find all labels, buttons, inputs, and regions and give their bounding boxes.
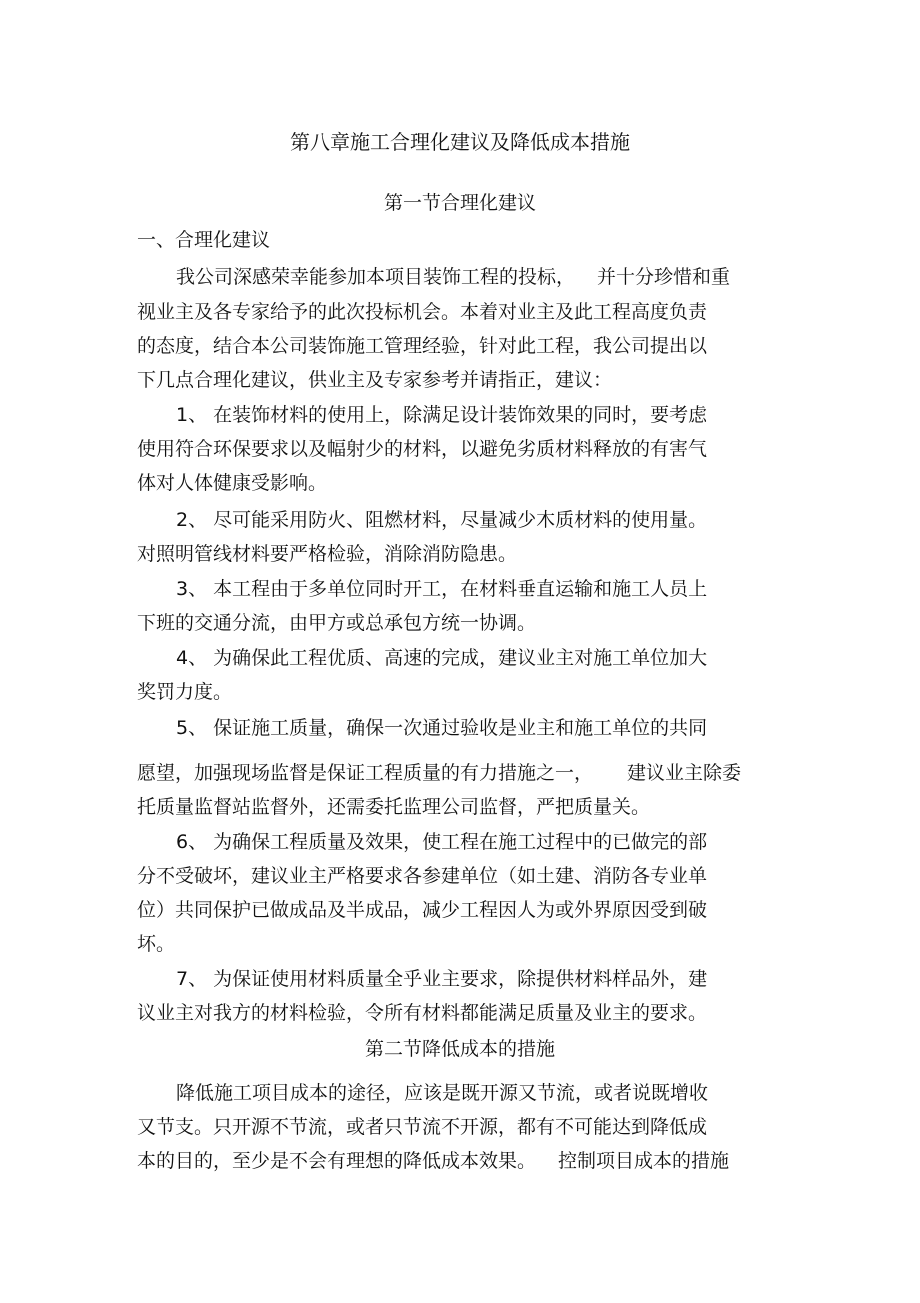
cost-line: 降低施工项目成本的途径，应该是既开源又节流，或者说既增收 — [176, 1082, 709, 1104]
item-4-line: 奖罚力度。 — [137, 681, 233, 703]
cost-line: 本的目的，至少是不会有理想的降低成本效果。 控制项目成本的措施 — [137, 1150, 730, 1172]
cost-line: 又节支。只开源不节流，或者只节流不开源，都有不可能达到降低成 — [137, 1116, 708, 1138]
item-7-line: 7、 为保证使用材料质量全乎业主要求，除提供材料样品外，建 — [176, 968, 708, 990]
item-4-line: 4、 为确保此工程优质、高速的完成，建议业主对施工单位加大 — [176, 647, 708, 669]
item-6-line: 坏。 — [137, 933, 176, 955]
intro-line: 下几点合理化建议，供业主及专家参考并请指正，建议： — [137, 369, 613, 391]
item-1-line: 体对人体健康受影响。 — [137, 472, 328, 494]
intro-line: 视业主及各专家给予的此次投标机会。本着对业主及此工程高度负责 — [137, 301, 708, 323]
item-1-line: 使用符合环保要求以及幅射少的材料，以避免劣质材料释放的有害气 — [137, 438, 708, 460]
intro-line: 的态度，结合本公司装饰施工管理经验，针对此工程，我公司提出以 — [137, 335, 708, 357]
item-5-line: 愿望，加强现场监督是保证工程质量的有力措施之一， 建议业主除委 — [137, 762, 742, 784]
chapter-title: 第八章施工合理化建议及降低成本措施 — [290, 130, 630, 154]
item-5-line: 托质量监督站监督外，还需委托监理公司监督，严把质量关。 — [137, 796, 651, 818]
item-6-line: 位）共同保护已做成品及半成品，减少工程因人为或外界原因受到破 — [137, 899, 708, 921]
item-2-line: 对照明管线材料要严格检验，消除消防隐患。 — [137, 543, 518, 565]
section-2-title: 第二节降低成本的措施 — [364, 1038, 555, 1060]
item-3-line: 3、 本工程由于多单位同时开工，在材料垂直运输和施工人员上 — [176, 578, 708, 600]
item-7-line: 议业主对我方的材料检验，令所有材料都能满足质量及业主的要求。 — [137, 1002, 708, 1024]
section-1-title: 第一节合理化建议 — [383, 192, 536, 214]
heading-rationalization: 一、合理化建议 — [137, 229, 271, 251]
item-3-line: 下班的交通分流，由甲方或总承包方统一协调。 — [137, 612, 537, 634]
item-1-line: 1、 在装饰材料的使用上，除满足设计装饰效果的同时，要考虑 — [176, 404, 708, 426]
item-6-line: 分不受破坏，建议业主严格要求各参建单位（如土建、消防各专业单 — [137, 865, 708, 887]
item-2-line: 2、 尽可能采用防火、阻燃材料，尽量减少木质材料的使用量。 — [176, 509, 708, 531]
intro-line: 我公司深感荣幸能参加本项目装饰工程的投标， 并十分珍惜和重 — [176, 266, 731, 288]
item-5-line: 5、 保证施工质量，确保一次通过验收是业主和施工单位的共同 — [176, 717, 708, 739]
item-6-line: 6、 为确保工程质量及效果，使工程在施工过程中的已做完的部 — [176, 831, 708, 853]
